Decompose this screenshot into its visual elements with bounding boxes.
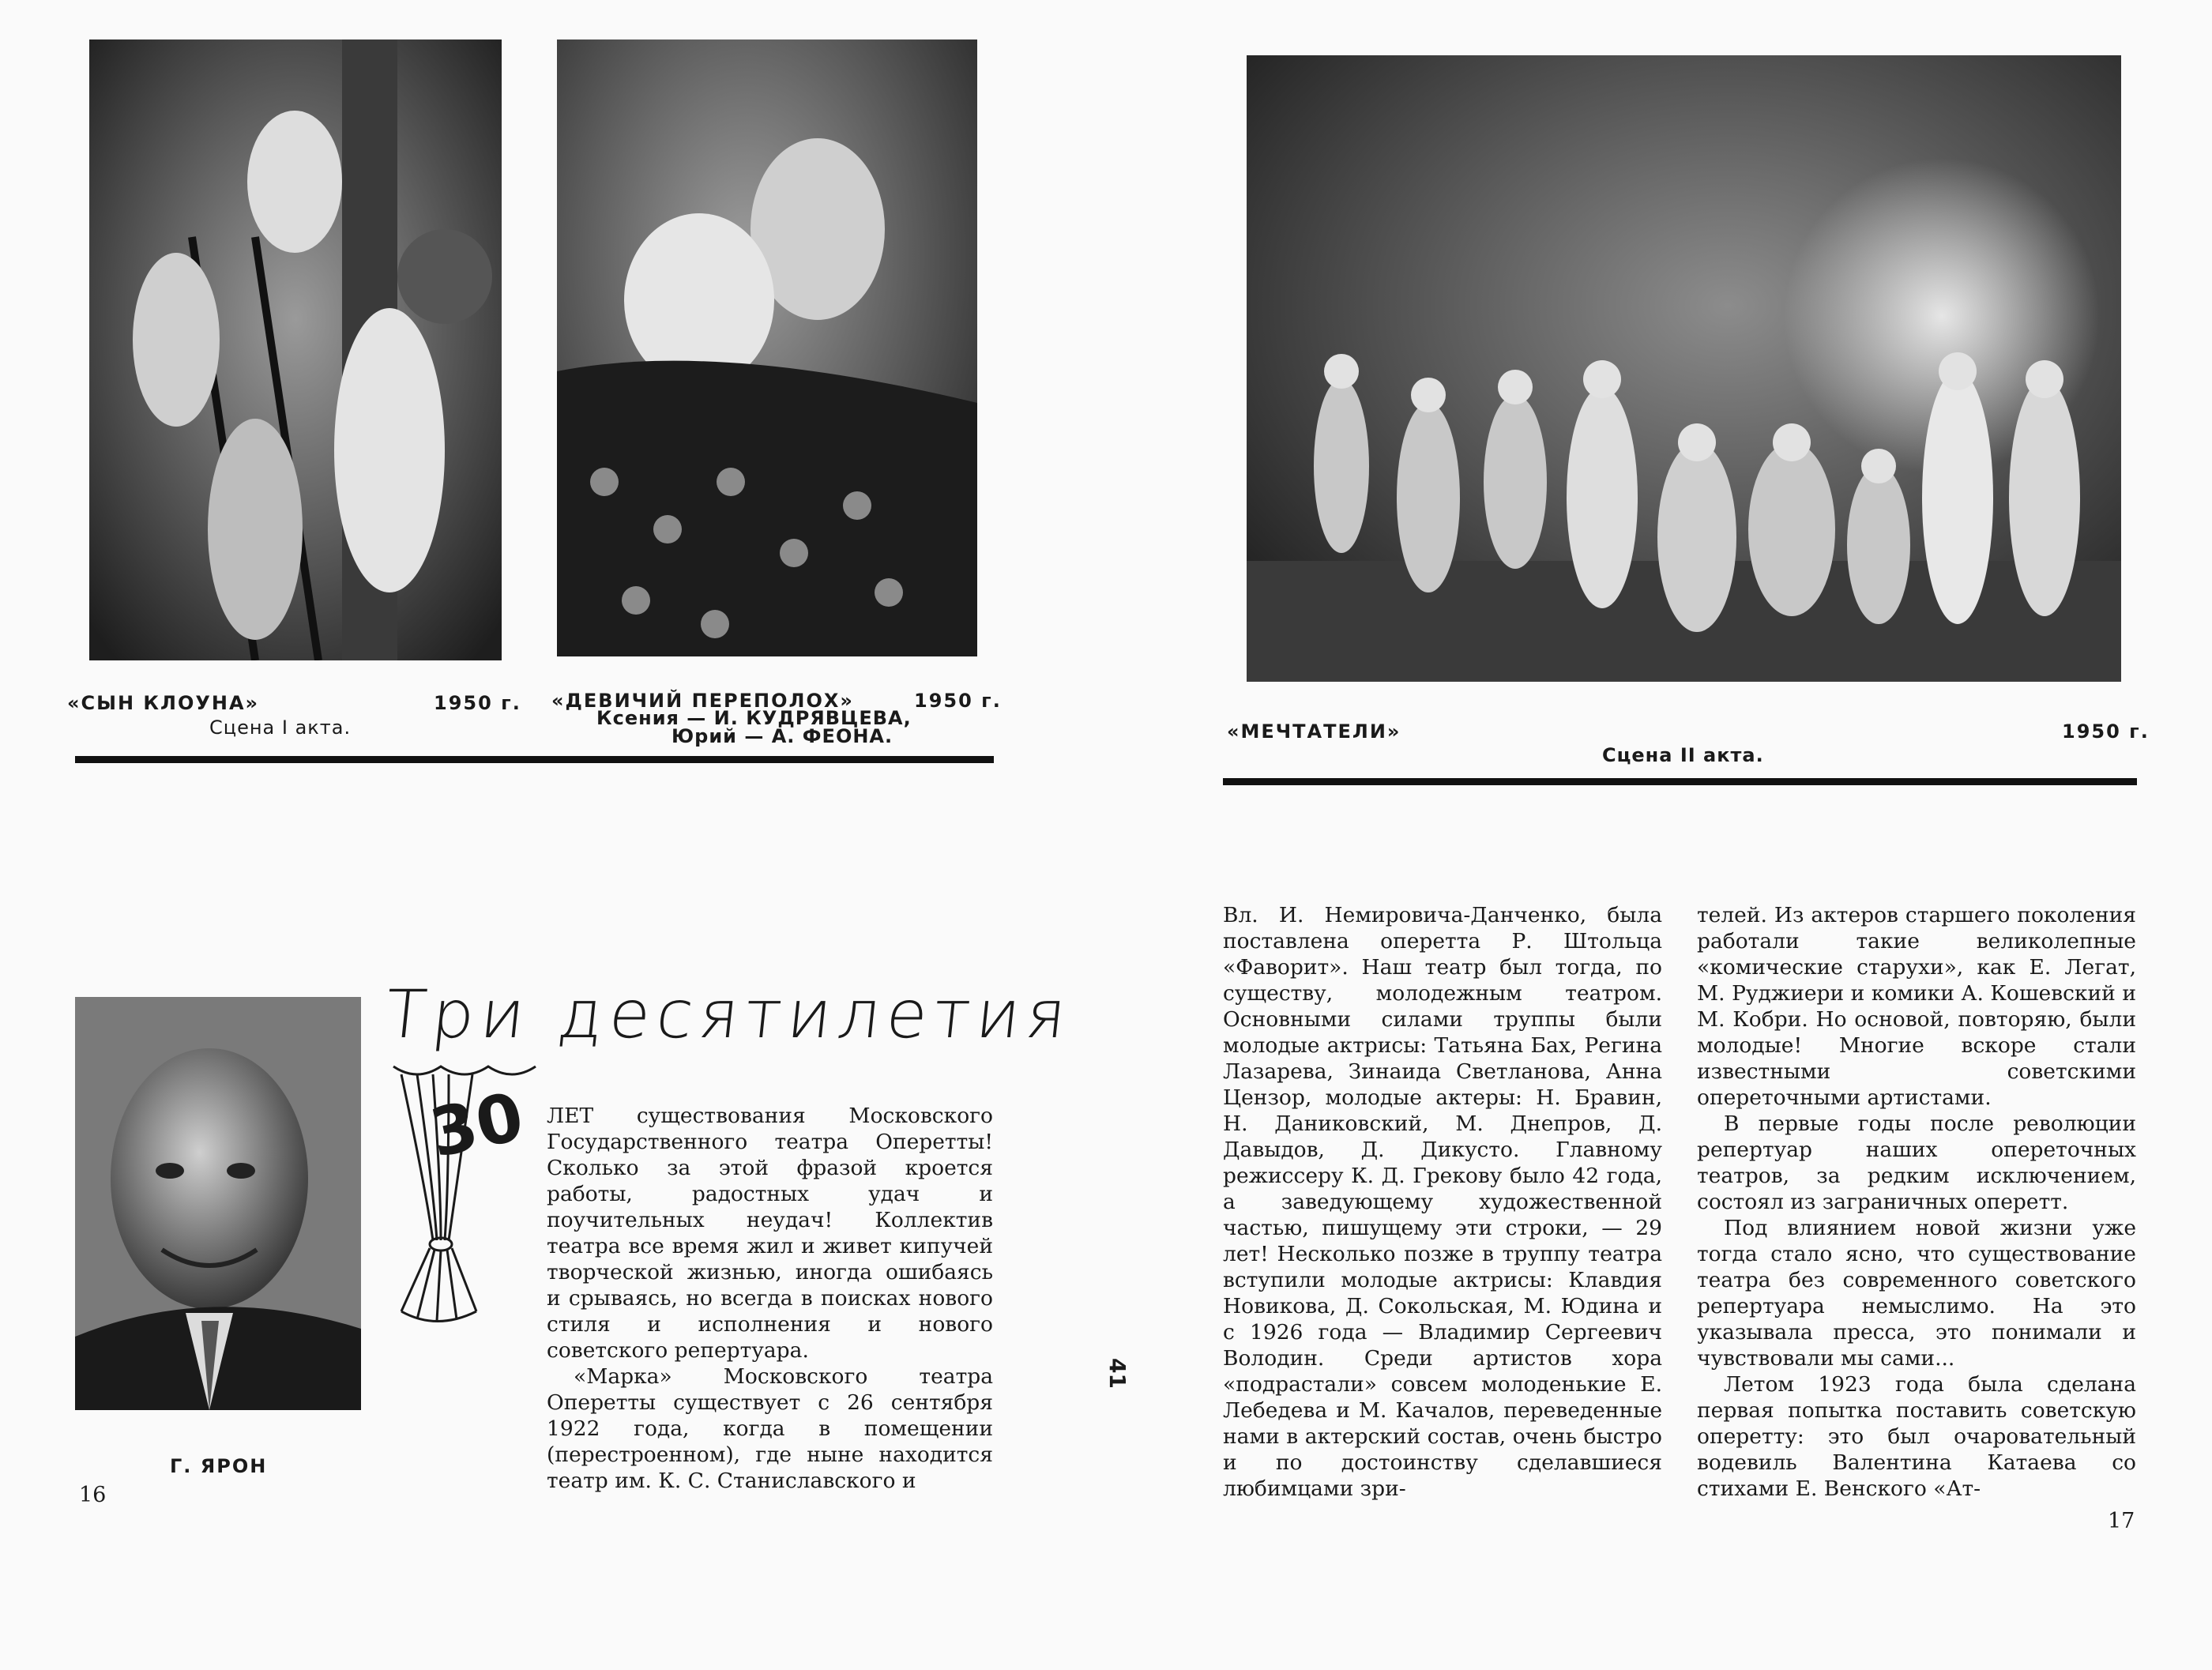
spine-number: 41 (1104, 1358, 1130, 1389)
heading-number-30: 30 (423, 1077, 530, 1173)
curtain-drawing-icon (386, 1059, 544, 1327)
right-col1-paragraph-1: Вл. И. Немировича-Данченко, была поставлена оперетта Р. Штольца «Фаворит». Наш театр был тогда, по существу, молодежным театром. Основными силами труппы были молодые актрисы: Татьяна Бах, Регина Лазарева, Зинаида Светланова, Анна Цензор, молодые актеры: Н. Бравин, Н. Даниковский, М. Днепров, Д. Давыдов, Д. Дикусто. Главному режиссеру К. Д. Грекову было 42 года, а заведующему художественной частью, пишущему эти строки, — 29 лет! Несколько позже в труппу театра вступили молодые актрисы: Клавдия Новикова, Д. Сокольская, М. Юдина и с 1926 года — Владимир Сергеевич Володин. Среди артистов хора «подрастали» совсем молоденькие Е. Лебедева и М. Качалов, переведенные нами в актерский состав, очень быстро и по достоинству сделавшиеся любимцами зри- (1223, 903, 1662, 1501)
right-col2-paragraph-2: В первые годы после революции репертуар наших опереточных театров, за редким исключением, состоял из заграничных оперетт. (1697, 1111, 2136, 1214)
photo1-title: «СЫН КЛОУНА» (67, 692, 260, 714)
photo1-year: 1950 г. (434, 692, 521, 714)
portrait-caption: Г. ЯРОН (170, 1455, 268, 1477)
photo3-title: «МЕЧТАТЕЛИ» (1227, 720, 1401, 743)
right-col2-paragraph-1: телей. Из актеров старшего поколения работали такие великолепные «комические старухи», как Е. Легат, М. Руджиери и комики А. Кошевский и М. Кобри. Но основой, повторяю, были молодые! Многие вскоре стали известными советскими опереточными артистами. (1697, 903, 2136, 1110)
photo-syn-klouna (89, 39, 502, 660)
photo3-year: 1950 г. (2062, 720, 2150, 743)
page-number-left: 16 (79, 1483, 107, 1507)
left-article-column (547, 1104, 993, 1495)
photo2-year: 1950 г. (914, 690, 1002, 712)
photo-devichiy-perepolokh (557, 39, 977, 656)
right-col2-paragraph-3: Под влиянием новой жизни уже тогда стало ясно, что существование театра без современного советского репертуара немыслимо. На это указывала пресса, это понимали и чувствовали мы сами... (1697, 1215, 2136, 1371)
photo2-cast-line1: Ксения — И. КУДРЯВЦЕВА, (596, 707, 912, 729)
right-column-2 (1697, 903, 2136, 1503)
left-caption-rule (75, 756, 994, 763)
right-column-1 (1223, 903, 1662, 1503)
article-heading: Три десятилетия (381, 976, 1077, 1053)
photo2-cast-line2: Юрий — А. ФЕОНА. (672, 725, 893, 747)
right-col2-paragraph-4: Летом 1923 года была сделана первая попытка поставить советскую оперетту: это был очаровательный водевиль Валентина Катаева со стихами Е. Венского «Ат- (1697, 1371, 2136, 1501)
photo3-caption: Сцена II акта. (1602, 744, 1764, 766)
left-paragraph-2: «Марка» Московского театра Оперетты существует с 26 сентября 1922 года, когда в помещении (перестроенном), где ныне находится театр им. К. С. Станиславского и (547, 1363, 993, 1493)
page-number-right: 17 (2108, 1509, 2135, 1533)
photo2-title: «ДЕВИЧИЙ ПЕРЕПОЛОХ» (551, 690, 854, 712)
right-caption-rule (1223, 778, 2137, 785)
photo1-caption: Сцена I акта. (209, 717, 352, 739)
portrait-g-yaron (75, 997, 361, 1410)
left-paragraph-1: ЛЕТ существования Московского Государственного театра Оперетты! Сколько за этой фразой кроется работы, радостных удач и поучительных неудач! Коллектив театра все время жил и живет кипучей творческой жизнью, иногда ошибаясь и срываясь, но всегда в поисках нового стиля и исполнения и нового советского репертуара. (547, 1104, 993, 1363)
photo-mechtateli (1247, 55, 2121, 682)
